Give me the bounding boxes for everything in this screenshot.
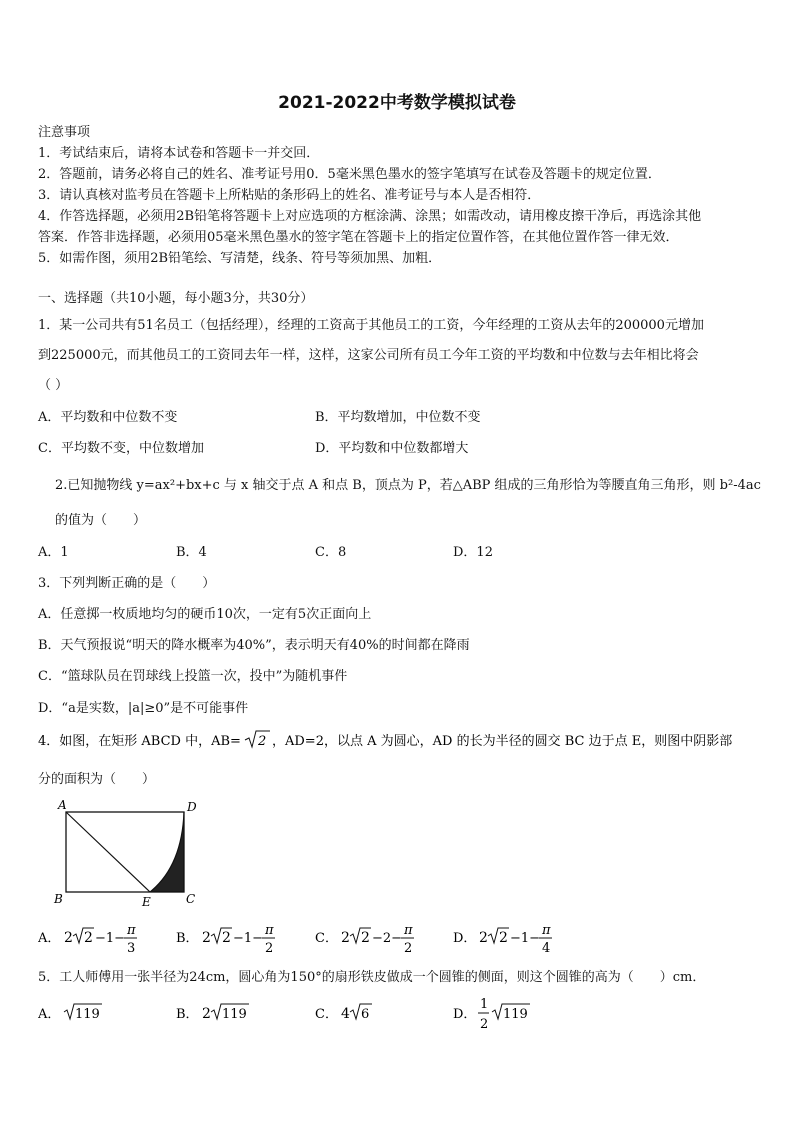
q4-option-radicand: 2 xyxy=(84,930,93,946)
q4-stem-radicand: 2 xyxy=(258,734,267,749)
q4-stem xyxy=(38,728,778,752)
q5-stem: 5．工人师傅用一张半径为24cm，圆心角为150°的扇形铁皮做成一个圆锥的侧面，则这个圆锥的高为（ ）cm． xyxy=(38,970,706,985)
fraction-denominator: 2 xyxy=(265,941,274,956)
q2-option-c[interactable]: C．8 xyxy=(315,545,347,560)
fraction-denominator: 2 xyxy=(404,941,413,956)
fraction-numerator: π xyxy=(127,923,136,938)
q5-option-coef: 4 xyxy=(341,1006,350,1022)
point-e-label: E xyxy=(142,895,151,906)
point-d-label: D xyxy=(187,800,197,814)
q2-option-d[interactable]: D．12 xyxy=(453,545,493,560)
point-c-label: C xyxy=(186,892,196,906)
q4-stem-line2: 分的面积为（ ） xyxy=(38,772,156,787)
q4-option-radicand: 2 xyxy=(361,930,370,946)
q4-option-coef: 2 xyxy=(64,930,73,946)
q4-options-group xyxy=(38,923,552,956)
q5-option-radicand: 119 xyxy=(222,1007,247,1022)
q4-figure xyxy=(50,796,210,906)
q3-option-a[interactable]: A．任意掷一枚质地均匀的硬币10次，一定有5次正面向上 xyxy=(38,607,372,622)
q1-option-c[interactable]: C．平均数不变，中位数增加 xyxy=(38,441,204,456)
q4-option-coef: 2 xyxy=(341,930,350,946)
q5-option-radicand: 119 xyxy=(503,1007,528,1022)
q3-stem: 3．下列判断正确的是（ ） xyxy=(38,576,216,591)
q5-options-group xyxy=(38,997,530,1032)
fraction-denominator: 4 xyxy=(542,941,551,956)
q2-option-a[interactable]: A．1 xyxy=(38,545,69,560)
q3-option-b[interactable]: B．天气预报说“明天的降水概率为40%”，表示明天有40%的时间都在降雨 xyxy=(38,638,470,653)
q5-option-label: A． xyxy=(38,1007,61,1022)
q1-option-d[interactable]: D．平均数和中位数都增大 xyxy=(315,441,469,456)
q4-option-mid: −1− xyxy=(233,931,264,946)
fraction-denominator: 2 xyxy=(480,1017,489,1032)
q4-option-coef: 2 xyxy=(202,930,211,946)
shaded-region xyxy=(150,812,184,892)
q4-options xyxy=(38,918,598,962)
fraction-denominator: 3 xyxy=(127,941,136,956)
q4-option-coef: 2 xyxy=(479,930,488,946)
notice-item: 2．答题前，请务必将自己的姓名、准考证号用0．5毫米黑色墨水的签字笔填写在试卷及答题卡的规定位置． xyxy=(38,167,661,182)
q5-option-label: C． xyxy=(315,1007,338,1022)
notice-item: 答案．作答非选择题，必须用05毫米黑色墨水的签字笔在答题卡上的指定位置作答，在其他位置作答一律无效． xyxy=(38,230,679,245)
q1-option-b[interactable]: B．平均数增加，中位数不变 xyxy=(315,410,481,425)
q4-option-radicand: 2 xyxy=(222,930,231,946)
notice-item: 5．如需作图，须用2B铅笔绘、写清楚，线条、符号等须加黑、加粗． xyxy=(38,251,442,266)
fraction-numerator: π xyxy=(404,923,413,938)
q3-option-d[interactable]: D．“a是实数，|a|≥0”是不可能事件 xyxy=(38,701,249,716)
figure-geometry xyxy=(66,812,184,892)
q1-option-a[interactable]: A．平均数和中位数不变 xyxy=(38,410,178,425)
q4-option-label: D． xyxy=(453,931,477,946)
fraction-numerator: 1 xyxy=(480,997,489,1012)
page-title: 2021-2022中考数学模拟试卷 xyxy=(278,93,516,113)
point-a-label: A xyxy=(58,798,67,812)
q2-option-b[interactable]: B．4 xyxy=(176,545,207,560)
notice-item: 4．作答选择题，必须用2B铅笔将答题卡上对应选项的方框涂满、涂黑；如需改动，请用橡皮擦干净后，再选涂其他 xyxy=(38,209,702,224)
notice-heading: 注意事项 xyxy=(38,125,91,140)
q5-option-radicand: 6 xyxy=(361,1007,370,1022)
q5-options xyxy=(38,992,598,1038)
notice-item: 1．考试结束后，请将本试卷和答题卡一并交回． xyxy=(38,146,320,161)
q1-stem: 到225000元，而其他员工的工资同去年一样，这样，这家公司所有员工今年工资的平均数和中位数与去年相比将会 xyxy=(38,348,699,363)
q4-option-mid: −2− xyxy=(372,931,403,946)
q4-option-label: A． xyxy=(38,931,61,946)
q4-option-label: B． xyxy=(176,931,199,946)
q1-stem: 1．某一公司共有51名员工（包括经理），经理的工资高于其他员工的工资，今年经理的工资从去年的200000元增加 xyxy=(38,318,704,333)
fraction-numerator: π xyxy=(542,923,551,938)
q2-stem: 2.已知抛物线 y=ax²+bx+c 与 x 轴交于点 A 和点 B，顶点为 P，若△ABP 组成的三角形恰为等腰直角三角形，则 b²-4ac xyxy=(55,478,761,493)
q5-option-coef: 2 xyxy=(202,1006,211,1022)
q4-option-mid: −1− xyxy=(95,931,126,946)
q5-option-label: B． xyxy=(176,1007,199,1022)
q1-stem: （ ） xyxy=(38,378,69,393)
q5-option-radicand: 119 xyxy=(75,1007,100,1022)
q5-option-label: D． xyxy=(453,1007,477,1022)
notice-item: 3．请认真核对监考员在答题卡上所粘贴的条形码上的姓名、准考证号与本人是否相符． xyxy=(38,188,541,203)
section-heading: 一、选择题（共10小题，每小题3分，共30分） xyxy=(38,291,314,306)
q4-stem-part: 4．如图，在矩形 ABCD 中，AB= xyxy=(38,734,241,749)
fraction-numerator: π xyxy=(265,923,274,938)
q4-option-mid: −1− xyxy=(510,931,541,946)
point-b-label: B xyxy=(54,892,63,906)
q4-option-label: C． xyxy=(315,931,338,946)
q3-option-c[interactable]: C．“篮球队员在罚球线上投篮一次，投中”为随机事件 xyxy=(38,669,348,684)
q4-stem-part: ，AD=2，以点 A 为圆心，AD 的长为半径的圆交 BC 边于点 E，则图中阴影部 xyxy=(272,734,733,749)
q4-option-radicand: 2 xyxy=(499,930,508,946)
q2-stem: 的值为（ ） xyxy=(55,513,147,528)
segment-ae xyxy=(66,812,150,892)
